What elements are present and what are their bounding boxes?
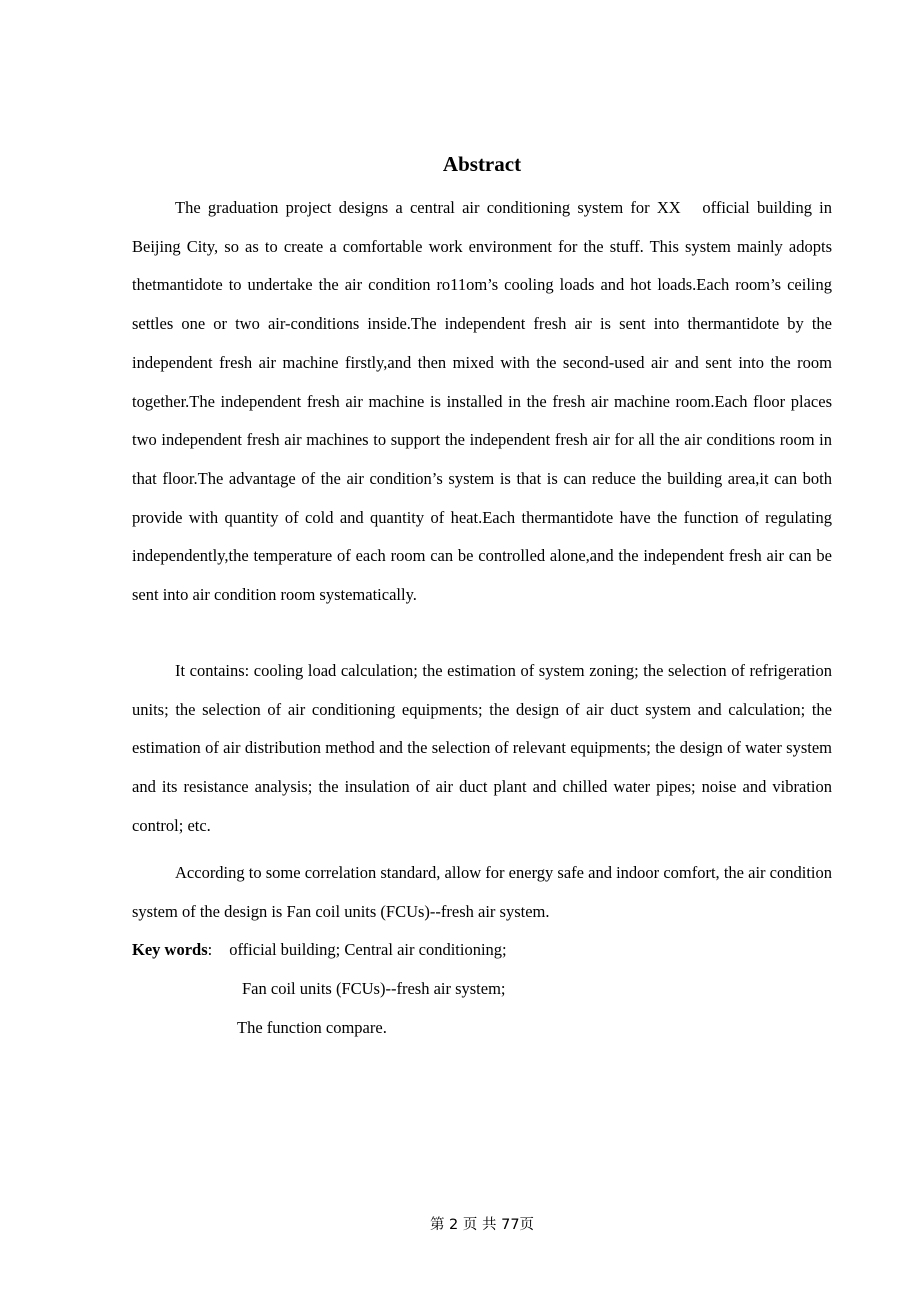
keywords-text-1: official building; Central air conditioning; bbox=[229, 940, 507, 959]
keywords-line-1 bbox=[132, 931, 507, 970]
keywords-line-2 bbox=[242, 970, 506, 1009]
abstract-title: Abstract bbox=[442, 152, 522, 176]
keywords-text-2: Fan coil units (FCUs)--fresh air system; bbox=[242, 979, 506, 998]
keywords-line-3 bbox=[237, 1009, 387, 1048]
abstract-paragraph-2: It contains: cooling load calculation; the estimation of system zoning; the selection of refrigeration units; the selection of air conditioning equipments; the design of air duct system and calculation; the estimation of air distribution method and the selection of relevant equipments; the design of water system and its resistance analysis; the insulation of air duct plant and chilled water pipes; noise and vibration control; etc. bbox=[132, 661, 832, 835]
keywords-label: Key words bbox=[132, 940, 208, 959]
abstract-paragraph-3: According to some correlation standard, allow for energy safe and indoor comfort, the air condition system of the design is Fan coil units (FCUs)--fresh air system. bbox=[132, 863, 832, 921]
abstract-paragraph-1: The graduation project designs a central air conditioning system for XX official building in Beijing City, so as to create a comfortable work environment for the stuff. This system mainly adopts thetmantidote to undertake the air condition ro11om’s cooling loads and hot loads.Each room’s ceiling settles one or two air-conditions inside.The independent fresh air is sent into thermantidote by the independent fresh air machine firstly,and then mixed with the second-used air and sent into the room together.The independent fresh air machine is installed in the fresh air machine room.Each floor places two independent fresh air machines to support the independent fresh air for all the air conditions room in that floor.The advantage of the air condition’s system is that is can reduce the building area,it can both provide with quantity of cold and quantity of heat.Each thermantidote have the function of regulating independently,the temperature of each room can be controlled alone,and the independent fresh air can be sent into air condition room systematically. bbox=[132, 198, 832, 605]
keywords-text-3: The function compare. bbox=[237, 1018, 387, 1037]
page-number-footer: 第 2 页 共 77页 bbox=[429, 1217, 535, 1233]
keywords-colon: : bbox=[207, 940, 213, 959]
